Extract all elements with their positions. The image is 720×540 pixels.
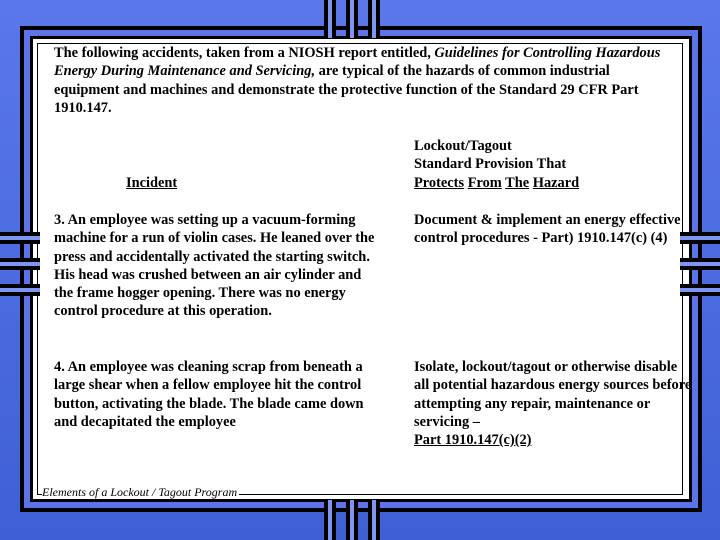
intro-text-after: are typical of the hazards of common industrial equipment and machines and demonstrate the protective function of the Standard 29 CFR Part 1910.147. <box>54 63 639 116</box>
incident-heading: Incident <box>126 175 178 191</box>
decor-bar-bottom-3 <box>368 500 380 540</box>
provision-heading-hazard: Hazard <box>532 174 580 191</box>
decor-bar-top-3 <box>368 0 380 38</box>
decor-bar-left-1 <box>0 232 40 244</box>
decor-bar-bottom-2 <box>346 500 358 540</box>
provision-heading-protects: Protects <box>414 174 465 191</box>
decor-bar-bottom-1 <box>324 500 336 540</box>
provision-heading <box>414 137 684 192</box>
provision-3: Document & implement an energy effective control procedures - Part) 1910.147(c) (4) <box>414 212 681 247</box>
provision-heading-from: From <box>467 174 502 191</box>
incident-4: 4. An employee was cleaning scrap from beneath a large shear when a fellow employee hit the control button, activating the blade. The blade came down and decapitated the employee <box>54 359 364 430</box>
decor-bar-right-3 <box>680 284 720 296</box>
report-title: Guidelines for Controlling Hazardous Energy During Maintenance and Servicing, <box>54 45 661 80</box>
decor-bar-top-2 <box>346 0 358 38</box>
intro-paragraph <box>54 44 674 117</box>
decor-bar-right-2 <box>680 258 720 270</box>
decor-bar-top-1 <box>324 0 336 38</box>
provision-heading-the: The <box>505 174 530 191</box>
footer-program-title: Elements of a Lockout / Tagout Program <box>42 485 238 499</box>
provision-heading-line2: Standard Provision That <box>414 156 567 173</box>
incident-3: 3. An employee was setting up a vacuum-forming machine for a run of violin cases. He leaned over the press and accidentally activated the starting switch. His head was crushed between an air cylinder and the frame hogger opening. There was no energy control procedure at this operation. <box>54 212 375 320</box>
provision-heading-line1: Lockout/Tagout <box>414 138 512 154</box>
decor-bar-left-3 <box>0 284 40 296</box>
provision-4-reference: Part 1910.147(c)(2) <box>414 432 532 449</box>
provision-4-text: Isolate, lockout/tagout or otherwise disable all potential hazardous energy sources before attempting any repair, maintenance or servicing – <box>414 359 692 430</box>
intro-text-before: The following accidents, taken from a NIOSH report entitled, <box>54 45 435 61</box>
decor-bar-left-2 <box>0 258 40 270</box>
provision-4 <box>414 358 694 449</box>
